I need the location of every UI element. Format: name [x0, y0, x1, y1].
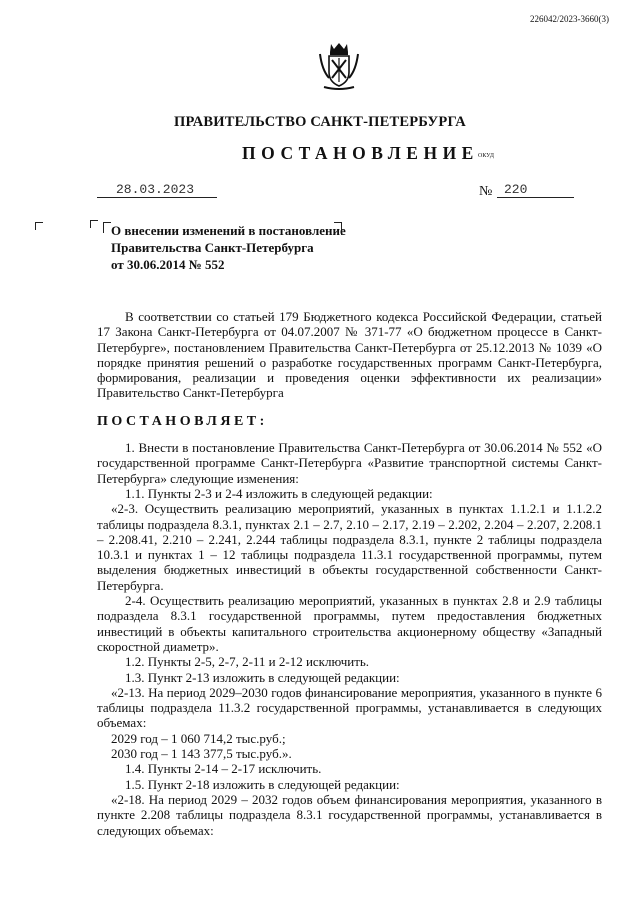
corner-mark: [90, 220, 98, 228]
coat-of-arms-icon: [318, 40, 360, 92]
decrees-heading: ПОСТАНОВЛЯЕТ:: [97, 413, 268, 429]
paragraph: 1. Внести в постановление Правительства Санкт-Петербурга от 30.06.2014 № 552 «О государственной программе Санкт-Петербурга «Развитие транспортной системы Санкт-Петербурга» следующие изменения:: [97, 440, 602, 486]
document-registration-number: 226042/2023-3660(3): [530, 14, 609, 24]
document-body: [97, 309, 602, 838]
document-subject: [111, 222, 346, 273]
paragraph: 1.1. Пункты 2-3 и 2-4 изложить в следующей редакции:: [125, 485, 433, 501]
corner-mark: [35, 222, 43, 230]
subject-line: О внесении изменений в постановление: [111, 223, 346, 238]
paragraph: «2-3. Осуществить реализацию мероприятий, указанных в пунктах 1.1.2.1 и 1.1.2.2 таблицы подраздела 8.3.1, пунктах 2.1 – 2.7, 2.10 – 2.17, 2.19 – 2.202, 2.204 – 2.207, 2.208.1 – 2.208.41, 2.210 – 2.241, 2.244 таблицы подраздела 8.3.1, пункте 2 таблицы подраздела 10.3.1 и пунктах 1 – 12 таблицы подраздела 11.3.1 государственной программы, путем выделения бюджетных инвестиций в объекты государственной собственности Санкт-Петербурга.: [97, 501, 602, 593]
subject-line: от 30.06.2014 № 552: [111, 257, 225, 272]
number-label: №: [479, 184, 493, 199]
subject-line: Правительства Санкт-Петербурга: [111, 240, 314, 255]
preamble-paragraph: В соответствии со статьей 179 Бюджетного кодекса Российской Федерации, статьей 17 Закона Санкт-Петербурга от 04.07.2007 № 371-77 «О бюджетном процессе в Санкт-Петербурге», постановлением Правительства Санкт-Петербурга от 25.12.2013 № 1039 «О порядке принятия решений о разработке государственных программ Санкт-Петербурга, формирования, реализации и проведения оценки эффективности их реализации» Правительство Санкт-Петербурга: [97, 309, 602, 401]
okud-label: ОКУД: [478, 153, 494, 159]
government-name: ПРАВИТЕЛЬСТВО САНКТ-ПЕТЕРБУРГА: [174, 114, 466, 130]
paragraph: 1.4. Пункты 2-14 – 2-17 исключить.: [125, 761, 322, 777]
amount-line: 2030 год – 1 143 377,5 тыс.руб.».: [111, 746, 292, 762]
document-type-title: ПОСТАНОВЛЕНИЕ: [242, 143, 479, 163]
paragraph: 1.5. Пункт 2-18 изложить в следующей редакции:: [125, 776, 400, 792]
corner-mark: [103, 222, 111, 233]
number-underline: [497, 197, 574, 198]
paragraph: 1.3. Пункт 2-13 изложить в следующей редакции:: [125, 669, 400, 685]
paragraph: «2-13. На период 2029–2030 годов финансирование мероприятия, указанного в пункте 6 таблицы подраздела 11.3.2 государственной программы, устанавливается в следующих объемах:: [97, 684, 602, 731]
date-underline: [97, 197, 217, 198]
amount-line: 2029 год – 1 060 714,2 тыс.руб.;: [111, 730, 286, 746]
document-date: 28.03.2023: [116, 182, 195, 197]
paragraph: 2-4. Осуществить реализацию мероприятий, указанных в пунктах 2.8 и 2.9 таблицы подраздела 8.3.1 государственной программы, путем предоставления бюджетных инвестиций в объекты капитального строительства акционерному обществу «Западный скоростной диаметр».: [97, 593, 602, 654]
paragraph: «2-18. На период 2029 – 2032 годов объем финансирования мероприятия, указанного в пункте 2.208 таблицы подраздела 8.3.1 государственной программы, устанавливается в следующих объемах:: [97, 791, 602, 838]
document-number: 220: [504, 182, 528, 197]
paragraph: 1.2. Пункты 2-5, 2-7, 2-11 и 2-12 исключить.: [125, 654, 370, 670]
